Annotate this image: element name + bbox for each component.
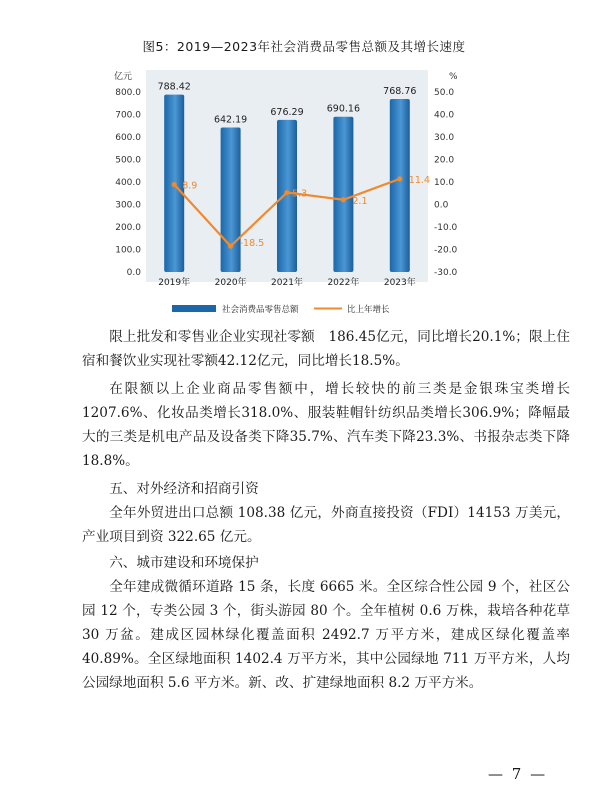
bar-value-label: 676.29 — [270, 106, 304, 118]
x-axis-tick-label: 2021年 — [271, 278, 303, 288]
bar-retail-sales — [390, 99, 410, 272]
left-axis-tick-label: 100.0 — [115, 245, 141, 256]
right-axis-unit: % — [449, 72, 458, 82]
right-axis-tick-label: -20.0 — [434, 245, 458, 256]
growth-rate-point — [341, 197, 346, 202]
x-axis-tick-label: 2023年 — [383, 278, 416, 288]
growth-rate-label: -18.5 — [239, 238, 265, 250]
right-axis-tick-label: 0.0 — [434, 200, 449, 211]
left-axis-unit: 亿元 — [114, 72, 133, 82]
left-axis-tick-label: 0.0 — [126, 268, 141, 278]
bar-value-label: 690.16 — [326, 103, 361, 115]
left-axis-tick-label: 700.0 — [115, 110, 141, 121]
growth-rate-point — [228, 244, 233, 249]
left-axis-tick-label: 800.0 — [115, 88, 141, 98]
paragraph-retail-limit: 限上批发和零售业企业实现社零额 186.45亿元，同比增长20.1%；限上住宿和餐饮业实现社零额42.12亿元，同比增长18.5%。 — [82, 329, 570, 369]
paragraph-urban-construction: 全年建成微循环道路 15 条，长度 6665 米。全区综合性公园 9 个，社区公园 12 个，专类公园 3 个，街头游园 80 个。全年植树 0.6 万株，栽培各种花草 30 万盆。建成区园林绿化覆盖面积 2492.7 万平方米，建成区绿化覆盖率 40.89%。全区绿地面积 1402.4 万平方米，其中公园绿地 711 万平方米，人均公园绿地面积 5.6 平方米。新、改、扩建绿地面积 8.2 万平方米。 — [82, 579, 570, 691]
x-axis-tick-label: 2019年 — [158, 278, 191, 288]
growth-rate-point — [172, 182, 177, 187]
bar-retail-sales — [221, 128, 241, 272]
section-heading-foreign-trade: 五、对外经济和招商引资 — [109, 481, 259, 497]
growth-rate-point — [397, 176, 402, 181]
growth-rate-point — [284, 190, 289, 195]
x-axis-tick-label: 2020年 — [214, 278, 247, 288]
right-axis-tick-label: -10.0 — [434, 223, 458, 233]
legend-bar-swatch — [172, 305, 216, 312]
section-heading-urban-construction: 六、城市建设和环境保护 — [109, 555, 259, 571]
bar-value-label: 768.76 — [383, 86, 417, 98]
bar-value-label: 788.42 — [157, 81, 191, 93]
bar-retail-sales — [333, 117, 353, 272]
paragraph-foreign-trade: 全年外贸进出口总额 108.38 亿元，外商直接投资（FDI）14153 万美元，产业项目到资 322.65 亿元。 — [82, 505, 570, 545]
right-axis-tick-label: 10.0 — [434, 178, 455, 188]
left-axis-tick-label: 200.0 — [115, 223, 141, 233]
right-axis-tick-label: 30.0 — [434, 133, 455, 143]
left-axis-tick-label: 400.0 — [115, 178, 141, 188]
combo-chart — [84, 62, 514, 318]
x-axis-tick-label: 2022年 — [327, 278, 360, 288]
legend-bar-label: 社会消费品零售总额 — [222, 305, 299, 315]
left-axis-tick-label: 300.0 — [115, 200, 141, 211]
growth-rate-label: 8.9 — [182, 180, 198, 192]
growth-rate-label: 2.1 — [352, 195, 368, 207]
legend-line-label: 比上年增长 — [347, 305, 390, 315]
right-axis-tick-label: 20.0 — [434, 155, 455, 166]
right-axis-tick-label: -30.0 — [434, 268, 458, 278]
growth-rate-label: 5.3 — [292, 188, 308, 200]
bar-value-label: 642.19 — [213, 114, 248, 126]
growth-rate-label: 11.4 — [408, 174, 430, 186]
paragraph-retail-categories: 在限额以上企业商品零售额中，增长较快的前三类是金银珠宝类增长1207.6%、化妆品类增长318.0%、服装鞋帽针纺织品类增长306.9%；降幅最大的三类是机电产品及设备类下降35.7%、汽车类下降23.3%、书报杂志类下降18.8%。 — [82, 381, 570, 469]
figure-title: 图5：2019—2023年社会消费品零售总额及其增长速度 — [142, 39, 466, 54]
page-number: — 7 — — [488, 765, 548, 783]
left-axis-tick-label: 500.0 — [115, 155, 141, 166]
right-axis-tick-label: 50.0 — [434, 88, 455, 98]
left-axis-tick-label: 600.0 — [115, 133, 141, 143]
right-axis-tick-label: 40.0 — [434, 110, 455, 121]
